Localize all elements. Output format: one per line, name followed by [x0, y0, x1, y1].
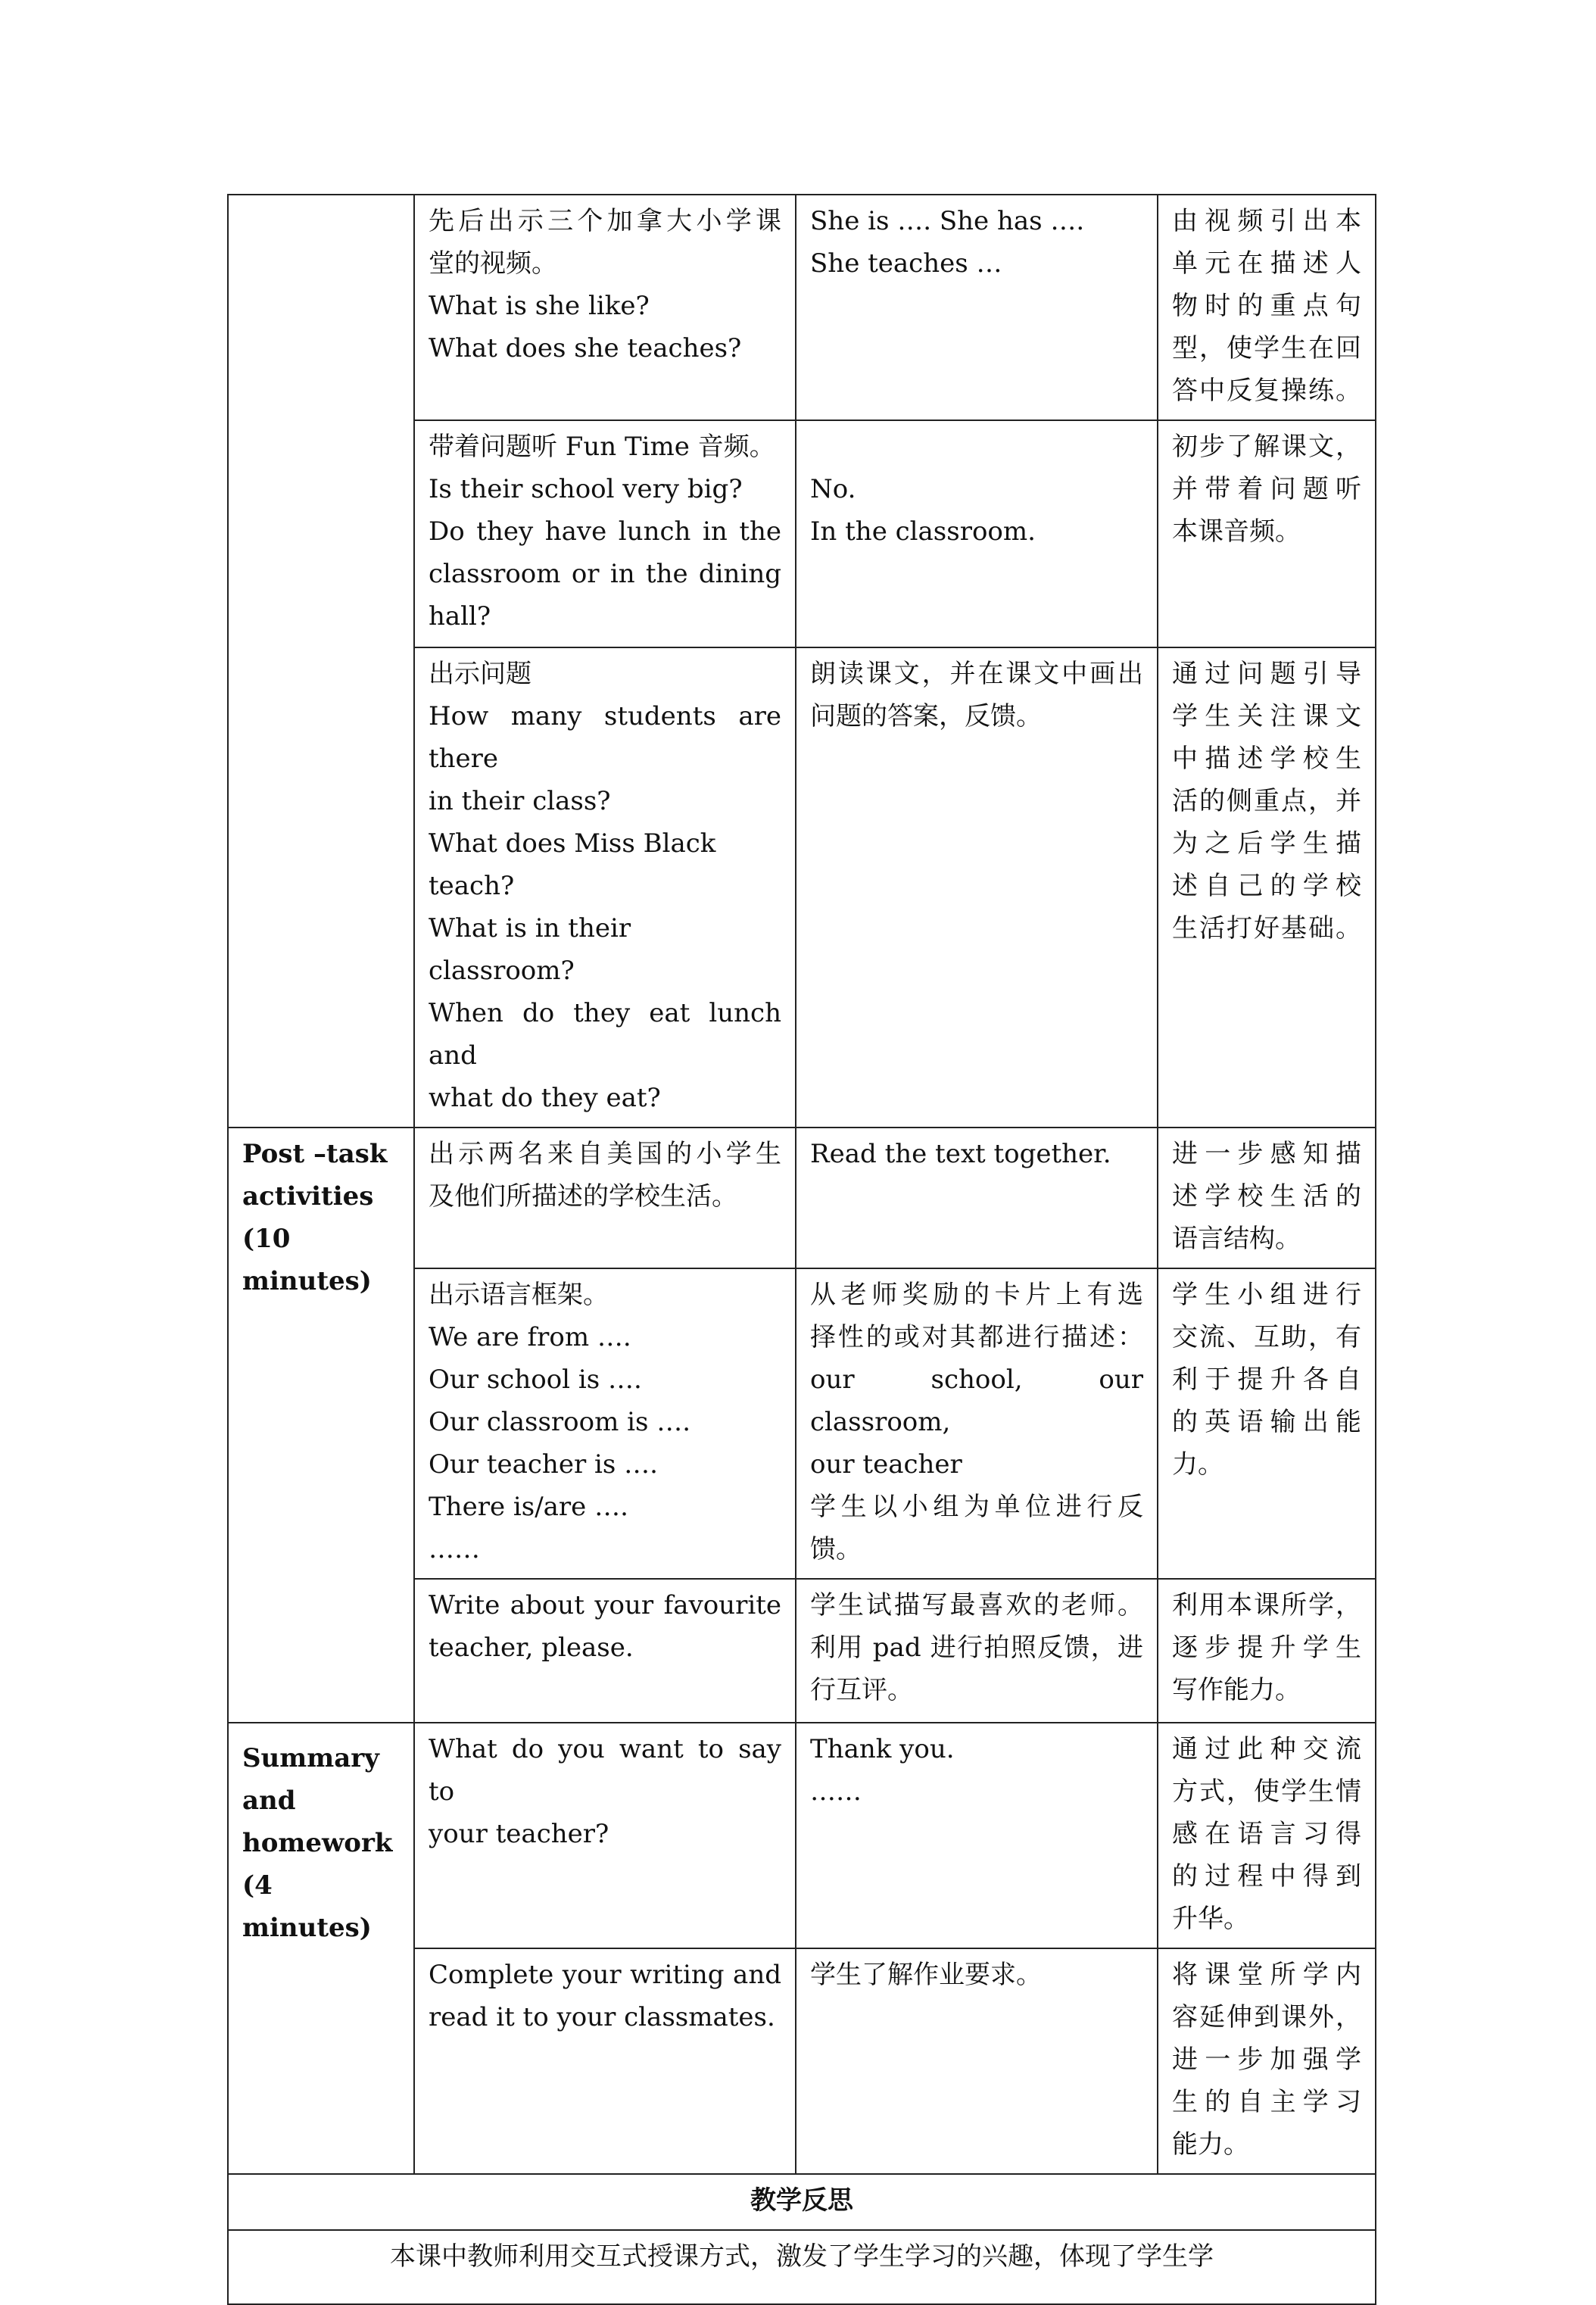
cell-line: 学生小组进行 [1172, 1280, 1361, 1310]
student-activity-cell [796, 647, 1158, 1128]
cell-line: What does Miss Black teach? [429, 828, 725, 901]
cell-line: read it to your classmates. [429, 2002, 775, 2032]
cell-line: teacher, please. [429, 1633, 634, 1663]
cell-line: 型，使学生在回 [1172, 333, 1361, 363]
cell-line: 逐步提升学生 [1172, 1633, 1361, 1663]
cell-line: Complete your writing and [429, 1960, 781, 1990]
stage-label: Summary [242, 1743, 379, 1773]
cell-line: 答中反复操练。 [1172, 376, 1361, 406]
cell-line: 力。 [1172, 1449, 1223, 1480]
cell-line: 馈。 [810, 1534, 862, 1564]
cell-line: 带着问题听 Fun Time 音频。 [429, 432, 775, 462]
stage-label: (10 minutes) [242, 1224, 372, 1296]
cell-line: in their class? [429, 786, 611, 816]
stage-label: (4 minutes) [242, 1870, 372, 1943]
cell-line: 通过此种交流 [1172, 1734, 1361, 1764]
stage-cell-post-task [228, 1128, 414, 1723]
cell-line: What is in their classroom? [429, 913, 639, 986]
cell-line: 学生关注课文 [1172, 701, 1361, 731]
cell-line: 从老师奖励的卡片上有选 [810, 1280, 1143, 1310]
teacher-activity-cell [414, 647, 796, 1128]
cell-line: 进一步感知描 [1172, 1139, 1361, 1169]
cell-line: your teacher? [429, 1819, 609, 1849]
teacher-activity-cell [414, 420, 796, 647]
purpose-cell [1158, 1268, 1376, 1579]
cell-line: 中描述学校生 [1172, 744, 1361, 774]
reflection-heading: 教学反思 [228, 2174, 1376, 2230]
cell-line: 容延伸到课外， [1172, 2002, 1361, 2032]
cell-line: 单元在描述人 [1172, 248, 1361, 279]
cell-line: 活的侧重点，并 [1172, 786, 1361, 816]
student-activity-cell [796, 1579, 1158, 1723]
cell-line: Our classroom is …. [429, 1407, 691, 1437]
student-activity-cell [796, 1948, 1158, 2174]
cell-line: classroom or in the dining [429, 559, 781, 589]
cell-line: 的过程中得到 [1172, 1861, 1361, 1892]
cell-line: 本课音频。 [1172, 516, 1301, 547]
table-row [228, 195, 1376, 420]
purpose-cell [1158, 1723, 1376, 1948]
cell-line: We are from …. [429, 1322, 631, 1352]
cell-line: …… [429, 1534, 480, 1564]
cell-line: 由视频引出本 [1172, 206, 1361, 236]
cell-line: 感在语言习得 [1172, 1819, 1361, 1849]
cell-line: 先后出示三个加拿大小学课 [429, 206, 781, 236]
cell-line: How many students are there [429, 701, 790, 774]
cell-line: Our teacher is …. [429, 1449, 658, 1480]
cell-line: 出示两名来自美国的小学生 [429, 1139, 781, 1169]
cell-line: 生的自主学习 [1172, 2087, 1361, 2117]
cell-line: There is/are …. [429, 1492, 628, 1522]
cell-line: 利用本课所学， [1172, 1590, 1361, 1620]
cell-line: 择性的或对其都进行描述： [810, 1322, 1143, 1352]
cell-line: 及他们所描述的学校生活。 [429, 1181, 737, 1212]
stage-label: Post –task [242, 1139, 388, 1169]
cell-line: 能力。 [1172, 2129, 1249, 2160]
reflection-row [228, 2230, 1376, 2304]
cell-line: 利用 pad 进行拍照反馈，进 [810, 1633, 1143, 1663]
student-activity-cell [796, 1723, 1158, 1948]
cell-line: What do you want to say to [429, 1734, 790, 1807]
stage-cell-empty [228, 195, 414, 1128]
reflection-heading-row [228, 2174, 1376, 2230]
table-row [228, 1723, 1376, 1948]
cell-line: our teacher [810, 1449, 962, 1480]
cell-line: 物时的重点句 [1172, 291, 1361, 321]
cell-line: 交流、互助，有 [1172, 1322, 1361, 1352]
cell-line: 学生试描写最喜欢的老师。 [810, 1590, 1143, 1620]
stage-label: homework [242, 1828, 393, 1858]
cell-line: 进一步加强学 [1172, 2045, 1361, 2075]
cell-line: 问题的答案，反馈。 [810, 701, 1042, 731]
cell-line: …… [810, 1776, 862, 1807]
cell-line: 的英语输出能 [1172, 1407, 1361, 1437]
cell-line: our school, our classroom, [810, 1365, 1152, 1437]
cell-line: 学生以小组为单位进行反 [810, 1492, 1143, 1522]
cell-line: 升华。 [1172, 1904, 1249, 1934]
cell-line: 堂的视频。 [429, 248, 557, 279]
stage-cell-summary [228, 1723, 414, 2174]
table-row [228, 1128, 1376, 1268]
cell-line: She is …. She has …. [810, 206, 1085, 236]
cell-line: 学生了解作业要求。 [810, 1960, 1042, 1990]
cell-line: 生活打好基础。 [1172, 913, 1361, 944]
cell-line: Do they have lunch in the [429, 516, 781, 547]
teacher-activity-cell [414, 1948, 796, 2174]
cell-line: 述自己的学校 [1172, 871, 1361, 901]
student-activity-cell [796, 1128, 1158, 1268]
lesson-plan-table [227, 194, 1376, 2305]
teacher-activity-cell [414, 195, 796, 420]
student-activity-cell [796, 1268, 1158, 1579]
purpose-cell [1158, 1579, 1376, 1723]
cell-line: 行互评。 [810, 1675, 913, 1705]
cell-line: What does she teaches? [429, 333, 742, 363]
purpose-cell [1158, 1128, 1376, 1268]
cell-line: Thank you. [810, 1734, 955, 1764]
purpose-cell [1158, 420, 1376, 647]
purpose-cell [1158, 647, 1376, 1128]
cell-line: Is their school very big? [429, 474, 743, 504]
cell-line: Read the text together. [810, 1139, 1111, 1169]
cell-line: 方式，使学生情 [1172, 1776, 1361, 1807]
cell-line: 并带着问题听 [1172, 474, 1361, 504]
teacher-activity-cell [414, 1723, 796, 1948]
teacher-activity-cell [414, 1579, 796, 1723]
teacher-activity-cell [414, 1268, 796, 1579]
student-activity-cell [796, 195, 1158, 420]
student-activity-cell [796, 420, 1158, 647]
cell-line: 出示语言框架。 [429, 1280, 609, 1310]
cell-line: 为之后学生描 [1172, 828, 1361, 859]
cell-line: When do they eat lunch and [429, 998, 790, 1071]
purpose-cell [1158, 195, 1376, 420]
stage-label: activities [242, 1181, 374, 1212]
cell-line: Our school is …. [429, 1365, 642, 1395]
cell-line: 出示问题 [429, 659, 531, 689]
cell-line: what do they eat? [429, 1083, 661, 1113]
cell-line: What is she like? [429, 291, 650, 321]
cell-line: 写作能力。 [1172, 1675, 1301, 1705]
reflection-text: 本课中教师利用交互式授课方式，激发了学生学习的兴趣，体现了学生学 [228, 2230, 1376, 2304]
cell-line: 利于提升各自 [1172, 1365, 1361, 1395]
stage-label: and [242, 1786, 296, 1816]
cell-line: 语言结构。 [1172, 1224, 1301, 1254]
cell-line: hall? [429, 601, 491, 632]
cell-line: 初步了解课文， [1172, 432, 1361, 462]
cell-line: 将课堂所学内 [1172, 1960, 1361, 1990]
cell-line: In the classroom. [810, 516, 1036, 547]
cell-line: No. [810, 474, 856, 504]
cell-line: Write about your favourite [429, 1590, 781, 1620]
purpose-cell [1158, 1948, 1376, 2174]
cell-line: She teaches … [810, 248, 1002, 279]
cell-line: 朗读课文，并在课文中画出 [810, 659, 1143, 689]
teacher-activity-cell [414, 1128, 796, 1268]
cell-line: 通过问题引导 [1172, 659, 1361, 689]
cell-line: 述学校生活的 [1172, 1181, 1361, 1212]
